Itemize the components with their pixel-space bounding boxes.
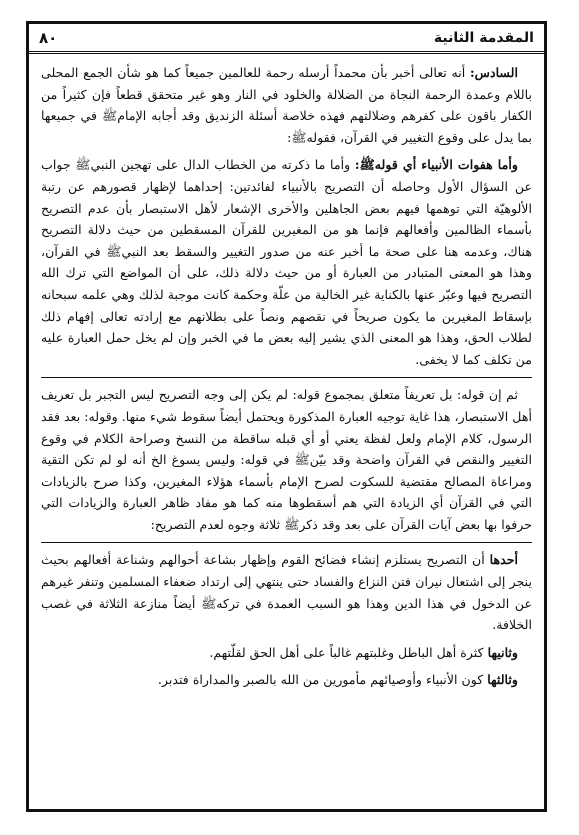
- paragraph-text: بل تعريفاً متعلق بمجموع قوله: لم يكن إلى وجه التصريح ليس التجبر بل تعريف أهل الاستبصار، هذا غاية توجيه العبارة المذكورة ويحتمل أيضاً سقوط شيء منها. وقوله: بعد فقد الرسول، كلام الإمام ولعل لفظة يعني أو أي قبله ساقطة من النسخ وصراحة الكلام في وقوع التغيير والنقص في القرآن واضحة وقد بيّنﷺ في قوله: وليس يسوغ الخ أنه لو لم تكن التقية ومراعاة المصالح مقتضية للسكوت لصرح الإمام بأسماء هؤلاء المغيرين، وكذا صرح بالزيادات التي في القرآن أي الزيادة التي هم أسقطوها منه كما هو مفاد ظاهر العبارة والزيادات التي حرفوا بها بعض آيات القرآن على بعد وقد ذكرﷺ ثلاثة وجوه لعدم التصريح:: [41, 387, 532, 532]
- paragraph-lead: وثالثها: [487, 672, 518, 688]
- paragraph-text: أن التصريح يستلزم إنشاء فضائح القوم وإظهار بشاعة أحوالهم وشناعة أفعالهم بحيث ينجر إلى اشتعال نيران فتن النزاع والفساد حتى ينتهي إلى ارتداد ضعفاء المسلمين وتنفر غيرهم عن الدخول في هذا الدين وهذا هو السبب العمدة في تركهﷺ أيضاً منازعة الثلاثة في غصب الخلافة.: [41, 552, 532, 633]
- paragraph-lead: أحدها: [489, 552, 518, 568]
- page-number: ٨٠: [39, 28, 58, 47]
- paragraph-explanation: [41, 384, 532, 535]
- paragraph-text: وأما ما ذكرته من الخطاب الدال على تهجين النبيﷺ جواب عن السؤال الأول وحاصله أن التصريح بالأنبياء لفائدتين: إحداهما لإظهار قصورهم عن رتبة الألوهيّة التي توهمها فيهم بعض الجاهلين والأخرى الإشعار لأهل الاستبصار بأن عدم التصريح بأسماء الظالمين وأفعالهم فإنما هو من المغيرين للقرآن المسقطين من حيث دلالة التصريح هناك، وعدمه هنا على صحة ما أخبر عنه من صدور التغيير والسقط بعد النبيﷺ في القرآن، وهذا هو المعنى المتبادر من العبارة أو من حيث دلالة ذلك، على أن المواضع التي ترك الله التصريح فيها وعبّر عنها بالكناية غير الخالية من علّة وحكمة كانت موجبة لذلك وهي علمه سبحانه بإسقاط المغيرين ما يكون صريحاً في نقصهم ونصاً على بطلانهم مع إرادته تعالى إفهام ذلك لطلاب الحق، وهذا هو المعنى الذي يشير إليه بعض ما في الخبر وإن لم يخل حمل العبارة عليه من تكلف كما لا يخفى.: [41, 157, 532, 367]
- paragraph-third-reason: [41, 669, 532, 691]
- section-divider: [41, 542, 532, 543]
- paragraph-text: أنه تعالى أخبر بأن محمداً أرسله رحمة للعالمين جميعاً كما هو شأن الجمع المحلى باللام وعمدة الرحمة النجاة من الضلالة والخلود في النار وهو غير متحقق قطعاً فإن كثيراً من الكفار باقون على كفرهم وضلالتهم فهذه خلاصة أسئلة الزنديق وقد أجابه الإمامﷺ في جميعها بما يدل على وقوع التغيير في القرآن، فقولهﷺ:: [41, 65, 532, 145]
- paragraph-prophets-lapses: [41, 154, 532, 370]
- paragraph-text: كون الأنبياء وأوصيائهم مأمورين من الله بالصبر والمداراة فتدبر.: [157, 672, 484, 688]
- running-title: المقدمة الثانية: [433, 29, 534, 46]
- page-body: [41, 62, 532, 801]
- paragraph-first-reason: [41, 549, 532, 635]
- paragraph-lead: السادس:: [469, 65, 518, 80]
- paragraph-lead: ثم إن قوله:: [457, 387, 518, 403]
- paragraph-lead: وأما هفوات الأنبياء أي قولهﷺ:: [354, 157, 518, 173]
- section-divider: [41, 377, 532, 378]
- page-frame: [26, 21, 547, 812]
- page-header: [29, 24, 544, 54]
- paragraph-second-reason: [41, 642, 532, 664]
- paragraph-sixth-question: [41, 62, 532, 148]
- paragraph-lead: وثانيها: [487, 644, 518, 660]
- paragraph-text: كثرة أهل الباطل وغلبتهم غالباً على أهل الحق لقلّتهم.: [209, 644, 484, 660]
